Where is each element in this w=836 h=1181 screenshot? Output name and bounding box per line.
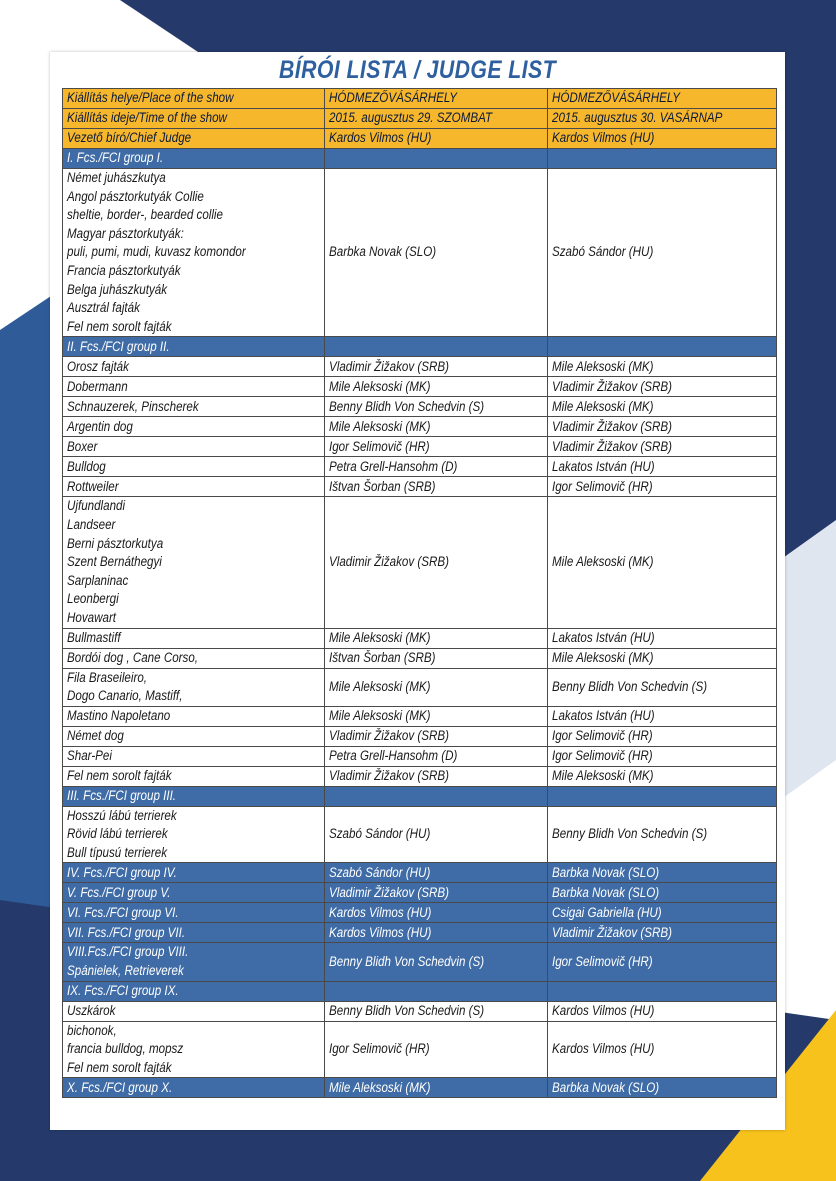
judge-day1	[325, 746, 548, 766]
judge-day2-text: Barbka Novak (SLO)	[552, 864, 660, 880]
judge-day1	[325, 923, 548, 943]
breed-label	[63, 786, 325, 806]
breed-row	[63, 169, 777, 337]
judge-day1-text: Petra Grell-Hansohm (D)	[329, 747, 458, 763]
header-row	[63, 89, 777, 109]
breed-label	[63, 1078, 325, 1098]
breed-label-line: sheltie, border-, bearded collie	[67, 207, 223, 223]
header-day1-text: Kardos Vilmos (HU)	[329, 130, 432, 146]
group-row	[63, 923, 777, 943]
judge-day1	[325, 903, 548, 923]
judge-day1	[325, 1001, 548, 1021]
breed-row	[63, 437, 777, 457]
breed-label	[63, 1021, 325, 1078]
breed-label-text: Argentin dog	[67, 418, 133, 434]
breed-label-text: Mastino Napoletano	[67, 707, 171, 723]
judge-day2-text: Csigai Gabriella (HU)	[552, 904, 662, 920]
judge-day1	[325, 706, 548, 726]
judge-day2	[548, 746, 777, 766]
judge-day1	[325, 863, 548, 883]
judge-day2-text: Barbka Novak (SLO)	[552, 884, 660, 900]
judge-day2	[548, 1001, 777, 1021]
judge-day1	[325, 943, 548, 981]
breed-label	[63, 397, 325, 417]
judge-day1-text: Mile Aleksoski (MK)	[329, 629, 431, 645]
breed-label-text: I. Fcs./FCI group I.	[67, 150, 164, 166]
judge-day1	[325, 437, 548, 457]
breed-label	[63, 726, 325, 746]
breed-label-text: Bulldog	[67, 458, 106, 474]
judge-day1	[325, 457, 548, 477]
judge-day2-text: Igor Selimovič (HR)	[552, 747, 653, 763]
group-row	[63, 149, 777, 169]
judge-day1	[325, 357, 548, 377]
judge-day2	[548, 149, 777, 169]
breed-label-line: Bull típusú terrierek	[67, 844, 168, 860]
breed-label-text: II. Fcs./FCI group II.	[67, 338, 170, 354]
header-day2	[548, 89, 777, 109]
breed-label-line: bichonok,	[67, 1022, 117, 1038]
judge-day1	[325, 806, 548, 863]
judge-day2	[548, 706, 777, 726]
judge-day1	[325, 397, 548, 417]
light-band-right	[780, 520, 836, 800]
header-day2-text: Kardos Vilmos (HU)	[552, 130, 655, 146]
judge-list-page	[50, 52, 785, 1130]
judge-day2-text: Mile Aleksoski (MK)	[552, 358, 654, 374]
breed-row	[63, 477, 777, 497]
breed-label	[63, 1001, 325, 1021]
judge-day2-text: Igor Selimovič (HR)	[552, 478, 653, 494]
group-row	[63, 943, 777, 981]
breed-label	[63, 883, 325, 903]
judge-day2-text: Lakatos István (HU)	[552, 629, 655, 645]
group-row	[63, 883, 777, 903]
judge-day2	[548, 648, 777, 668]
group-row	[63, 863, 777, 883]
judge-day2	[548, 668, 777, 706]
breed-label-text: V. Fcs./FCI group V.	[67, 884, 171, 900]
breed-row	[63, 628, 777, 648]
judge-day1-text: Mile Aleksoski (MK)	[329, 707, 431, 723]
breed-label-text: Fel nem sorolt fajták	[67, 767, 172, 783]
header-label-text: Vezető bíró/Chief Judge	[67, 130, 192, 146]
judge-day1-text: Mile Aleksoski (MK)	[329, 418, 431, 434]
judge-day2	[548, 1078, 777, 1098]
header-day1-text: 2015. augusztus 29. SZOMBAT	[329, 110, 493, 126]
breed-label	[63, 706, 325, 726]
breed-label-line: Fel nem sorolt fajták	[67, 318, 172, 334]
breed-label-line: Belga juhászkutyák	[67, 281, 168, 297]
judge-day2	[548, 943, 777, 981]
breed-row	[63, 497, 777, 628]
judge-day2-text: Mile Aleksoski (MK)	[552, 398, 654, 414]
judge-day2-text: Igor Selimovič (HR)	[552, 727, 653, 743]
breed-label	[63, 169, 325, 337]
breed-row	[63, 668, 777, 706]
header-day2-text: HÓDMEZŐVÁSÁRHELY	[552, 90, 680, 106]
judge-day2-text: Vladimir Žižakov (SRB)	[552, 438, 672, 454]
breed-label	[63, 943, 325, 981]
breed-row	[63, 357, 777, 377]
group-row	[63, 981, 777, 1001]
judge-day1-text: Igor Selimovič (HR)	[329, 1041, 430, 1057]
breed-label-text: Uszkárok	[67, 1002, 116, 1018]
header-day2	[548, 109, 777, 129]
header-label-text: Kiállítás helye/Place of the show	[67, 90, 234, 106]
breed-label	[63, 457, 325, 477]
breed-label	[63, 357, 325, 377]
breed-label-text: Dobermann	[67, 378, 128, 394]
judge-day1-text: Vladimir Žižakov (SRB)	[329, 884, 449, 900]
judge-day1	[325, 1078, 548, 1098]
judge-day1	[325, 477, 548, 497]
judge-day1-text: Vladimir Žižakov (SRB)	[329, 727, 449, 743]
breed-row	[63, 806, 777, 863]
breed-label-line: VIII.Fcs./FCI group VIII.	[67, 944, 189, 960]
breed-label-text: III. Fcs./FCI group III.	[67, 787, 177, 803]
group-row	[63, 1078, 777, 1098]
judge-day2-text: Kardos Vilmos (HU)	[552, 1041, 655, 1057]
judge-day1	[325, 883, 548, 903]
breed-label	[63, 981, 325, 1001]
breed-label	[63, 477, 325, 497]
breed-label-text: Német dog	[67, 727, 124, 743]
judge-day2-text: Vladimir Žižakov (SRB)	[552, 924, 672, 940]
breed-label-line: Berni pásztorkutya	[67, 535, 164, 551]
judge-day1-text: Ištvan Šorban (SRB)	[329, 649, 436, 665]
breed-row	[63, 377, 777, 397]
breed-label-line: Landseer	[67, 516, 116, 532]
judge-day1-text: Mile Aleksoski (MK)	[329, 378, 431, 394]
judge-table	[62, 88, 777, 1098]
judge-day1-text: Petra Grell-Hansohm (D)	[329, 458, 458, 474]
breed-label-line: Dogo Canario, Mastiff,	[67, 688, 183, 704]
breed-label	[63, 149, 325, 169]
judge-day2	[548, 357, 777, 377]
judge-day1	[325, 668, 548, 706]
judge-day1-text: Kardos Vilmos (HU)	[329, 904, 432, 920]
breed-label	[63, 766, 325, 786]
judge-day2	[548, 337, 777, 357]
header-label-text: Kiállítás ideje/Time of the show	[67, 110, 227, 126]
judge-day2-text: Barbka Novak (SLO)	[552, 1079, 660, 1095]
breed-label	[63, 903, 325, 923]
judge-day2	[548, 169, 777, 337]
judge-day2	[548, 377, 777, 397]
judge-day2	[548, 457, 777, 477]
judge-day1-text: Mile Aleksoski (MK)	[329, 1079, 431, 1095]
breed-row	[63, 1021, 777, 1078]
breed-label	[63, 863, 325, 883]
judge-table-body	[63, 89, 777, 1098]
judge-day1-text: Benny Blidh Von Schedvin (S)	[329, 1002, 485, 1018]
judge-day1-text: Vladimir Žižakov (SRB)	[329, 767, 449, 783]
header-day2-text: 2015. augusztus 30. VASÁRNAP	[552, 110, 723, 126]
breed-label-line: Szent Bernáthegyi	[67, 554, 162, 570]
breed-label	[63, 417, 325, 437]
group-row	[63, 903, 777, 923]
judge-day2	[548, 766, 777, 786]
breed-label-text: IX. Fcs./FCI group IX.	[67, 982, 179, 998]
judge-day2-text: Mile Aleksoski (MK)	[552, 554, 654, 570]
judge-day2	[548, 923, 777, 943]
breed-row	[63, 648, 777, 668]
breed-label	[63, 377, 325, 397]
breed-row	[63, 706, 777, 726]
breed-label-line: Hovawart	[67, 609, 117, 625]
judge-day2	[548, 883, 777, 903]
judge-day2	[548, 981, 777, 1001]
judge-day2-text: Kardos Vilmos (HU)	[552, 1002, 655, 1018]
breed-label-text: VI. Fcs./FCI group VI.	[67, 904, 179, 920]
breed-label-line: Magyar pásztorkutyák:	[67, 225, 184, 241]
breed-label	[63, 437, 325, 457]
judge-day2-text: Benny Blidh Von Schedvin (S)	[552, 826, 708, 842]
breed-label-line: francia bulldog, mopsz	[67, 1041, 184, 1057]
judge-day1-text: Mile Aleksoski (MK)	[329, 678, 431, 694]
judge-day2	[548, 806, 777, 863]
judge-day1	[325, 726, 548, 746]
breed-label-line: puli, pumi, mudi, kuvasz komondor	[67, 244, 246, 260]
breed-row	[63, 726, 777, 746]
judge-day1-text: Szabó Sándor (HU)	[329, 864, 431, 880]
judge-day1	[325, 169, 548, 337]
judge-day2-text: Benny Blidh Von Schedvin (S)	[552, 678, 708, 694]
judge-day2	[548, 1021, 777, 1078]
judge-day2-text: Vladimir Žižakov (SRB)	[552, 418, 672, 434]
judge-day1-text: Szabó Sándor (HU)	[329, 826, 431, 842]
judge-day1	[325, 648, 548, 668]
breed-label-line: Francia pásztorkutyák	[67, 262, 181, 278]
header-day1	[325, 89, 548, 109]
judge-day1-text: Igor Selimovič (HR)	[329, 438, 430, 454]
breed-label-line: Német juhászkutya	[67, 170, 166, 185]
judge-day1-text: Barbka Novak (SLO)	[329, 244, 437, 260]
breed-label-text: Rottweiler	[67, 478, 119, 494]
breed-row	[63, 397, 777, 417]
breed-label-text: Shar-Pei	[67, 747, 112, 763]
breed-label-text: Bordói dog , Cane Corso,	[67, 649, 199, 665]
breed-label-line: Ausztrál fajták	[67, 300, 140, 316]
judge-day1-text: Kardos Vilmos (HU)	[329, 924, 432, 940]
judge-day1-text: Ištvan Šorban (SRB)	[329, 478, 436, 494]
breed-label-text: Orosz fajták	[67, 358, 129, 374]
judge-day2-text: Igor Selimovič (HR)	[552, 953, 653, 969]
judge-day1	[325, 786, 548, 806]
breed-row	[63, 417, 777, 437]
judge-day2	[548, 437, 777, 457]
breed-label	[63, 337, 325, 357]
breed-row	[63, 457, 777, 477]
judge-day2	[548, 863, 777, 883]
judge-day1-text: Benny Blidh Von Schedvin (S)	[329, 398, 485, 414]
judge-day2	[548, 497, 777, 628]
judge-day2	[548, 628, 777, 648]
judge-day2	[548, 417, 777, 437]
judge-day2	[548, 786, 777, 806]
breed-label	[63, 648, 325, 668]
judge-day2	[548, 726, 777, 746]
breed-label-line: Fila Braseileiro,	[67, 669, 148, 685]
page-title: BÍRÓI LISTA / JUDGE LIST	[278, 56, 557, 84]
breed-label	[63, 497, 325, 628]
judge-day1	[325, 628, 548, 648]
breed-label-text: X. Fcs./FCI group X.	[67, 1079, 173, 1095]
judge-day1	[325, 149, 548, 169]
judge-day1	[325, 497, 548, 628]
judge-day2-text: Lakatos István (HU)	[552, 458, 655, 474]
judge-day2-text: Mile Aleksoski (MK)	[552, 649, 654, 665]
breed-label-line: Rövid lábú terrierek	[67, 826, 168, 842]
judge-day1	[325, 337, 548, 357]
breed-label-line: Spánielek, Retrieverek	[67, 963, 184, 979]
judge-day2	[548, 903, 777, 923]
breed-label	[63, 628, 325, 648]
breed-label-text: VII. Fcs./FCI group VII.	[67, 924, 186, 940]
judge-day2	[548, 397, 777, 417]
breed-label	[63, 746, 325, 766]
breed-label-text: Schnauzerek, Pinscherek	[67, 398, 199, 414]
breed-label	[63, 923, 325, 943]
breed-label-line: Fel nem sorolt fajták	[67, 1059, 172, 1075]
breed-label-text: Boxer	[67, 438, 98, 454]
breed-row	[63, 766, 777, 786]
judge-day1-text: Benny Blidh Von Schedvin (S)	[329, 953, 485, 969]
judge-day2-text: Szabó Sándor (HU)	[552, 244, 654, 260]
header-row	[63, 109, 777, 129]
header-label	[63, 89, 325, 109]
judge-day1-text: Vladimir Žižakov (SRB)	[329, 554, 449, 570]
breed-label-line: Angol pásztorkutyák Collie	[67, 188, 204, 204]
breed-label-line: Hosszú lábú terrierek	[67, 807, 177, 823]
judge-day1	[325, 377, 548, 397]
breed-row	[63, 746, 777, 766]
judge-day1-text: Vladimir Žižakov (SRB)	[329, 358, 449, 374]
judge-day2-text: Mile Aleksoski (MK)	[552, 767, 654, 783]
group-row	[63, 337, 777, 357]
breed-label-line: Leonbergi	[67, 591, 119, 607]
header-day1	[325, 109, 548, 129]
judge-day2	[548, 477, 777, 497]
header-day1-text: HÓDMEZŐVÁSÁRHELY	[329, 90, 457, 106]
header-row	[63, 129, 777, 149]
breed-label-text: IV. Fcs./FCI group IV.	[67, 864, 177, 880]
breed-label	[63, 806, 325, 863]
judge-day1	[325, 1021, 548, 1078]
breed-label-line: Ujfundlandi	[67, 498, 126, 514]
judge-day1	[325, 981, 548, 1001]
judge-day2-text: Vladimir Žižakov (SRB)	[552, 378, 672, 394]
group-row	[63, 786, 777, 806]
judge-day2-text: Lakatos István (HU)	[552, 707, 655, 723]
header-label	[63, 109, 325, 129]
header-label	[63, 129, 325, 149]
breed-row	[63, 1001, 777, 1021]
breed-label-text: Bullmastiff	[67, 629, 121, 645]
judge-day1	[325, 766, 548, 786]
breed-label	[63, 668, 325, 706]
judge-day1	[325, 417, 548, 437]
header-day2	[548, 129, 777, 149]
header-day1	[325, 129, 548, 149]
breed-label-line: Sarplaninac	[67, 572, 129, 588]
